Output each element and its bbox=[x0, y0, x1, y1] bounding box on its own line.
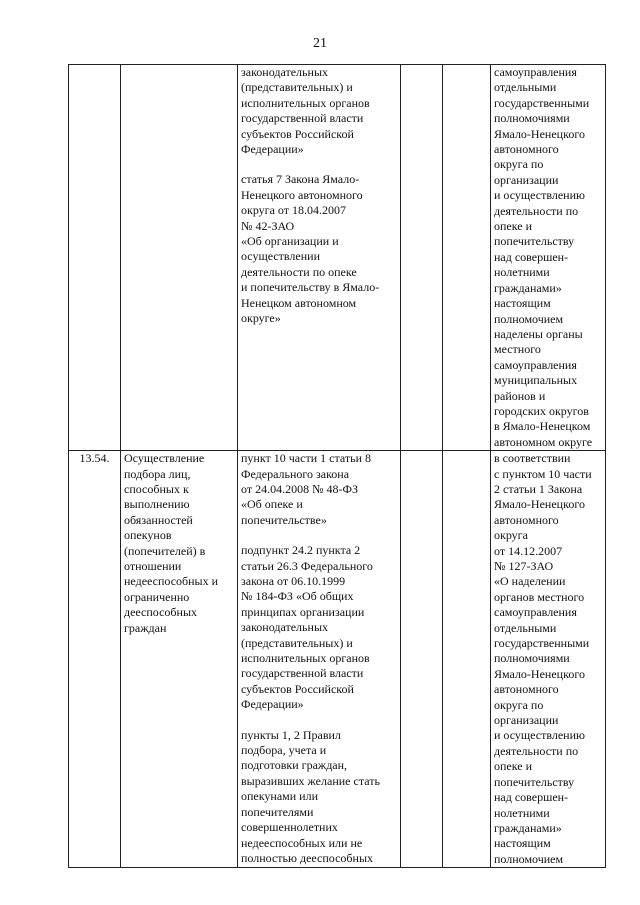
legal-basis-paragraph: подпункт 24.2 пункта 2 статьи 26.3 Федерального закона от 06.10.1999 № 184-ФЗ «Об общих принципах организации законодательных (представительных) и исполнительных органов государственной власти субъектов Российской Федерации» bbox=[241, 543, 373, 712]
empty-cell bbox=[443, 451, 491, 868]
legal-basis-paragraph: пункты 1, 2 Правил подбора, учета и подготовки граждан, выразивших желание стать опекунами или попечителями совершеннолетних недееспособных или не полностью дееспособных bbox=[241, 727, 380, 865]
empty-cell bbox=[401, 65, 443, 451]
row-number: 13.54. bbox=[79, 451, 110, 466]
legal-basis-paragraph: статья 7 Закона Ямало- Ненецкого автономного округа от 18.04.2007 № 42-ЗАО «Об организации и осуществлении деятельности по опеке и попечительству в Ямало- Ненецком автономном округе» bbox=[241, 172, 380, 326]
powers-table bbox=[68, 64, 606, 868]
row-number-cell bbox=[69, 451, 121, 868]
legal-basis-paragraph: пункт 10 части 1 статьи 8 Федерального закона от 24.04.2008 № 48-ФЗ «Об опеке и попечительстве» bbox=[241, 451, 371, 527]
table-row bbox=[69, 451, 606, 868]
power-source-cell bbox=[491, 451, 606, 868]
power-name-cell bbox=[121, 65, 238, 451]
page-number: 21 bbox=[313, 36, 327, 51]
power-name-cell bbox=[121, 451, 238, 868]
power-source: самоуправления отдельными государственными полномочиями Ямало-Ненецкого автономного округа по организации и осуществлению деятельности по опеке и попечительству над совершен- нолетними гражданами» настоящим полномочием наделены органы местного самоуправления муниципальных районов и городских округов в Ямало-Ненецком автономном округе bbox=[494, 65, 593, 449]
power-source-cell bbox=[491, 65, 606, 451]
legal-basis-cell bbox=[238, 451, 401, 868]
row-number-cell bbox=[69, 65, 121, 451]
power-source: в соответствии с пунктом 10 части 2 статьи 1 Закона Ямало-Ненецкого автономного округа от 14.12.2007 № 127-ЗАО «О наделении органов местного самоуправления отдельными государственными полномочиями Ямало-Ненецкого автономного округа по организации и осуществлению деятельности по опеке и попечительству над совершен- нолетними гражданами» настоящим полномочием bbox=[494, 451, 592, 866]
legal-basis-paragraph: законодательных (представительных) и исполнительных органов государственной власти субъектов Российской Федерации» bbox=[241, 65, 370, 157]
table-row bbox=[69, 65, 606, 451]
legal-basis-cell bbox=[238, 65, 401, 451]
empty-cell bbox=[401, 451, 443, 868]
empty-cell bbox=[443, 65, 491, 451]
power-name: Осуществление подбора лиц, способных к выполнению обязанностей опекунов (попечителей) в отношении недееспособных и ограниченно дееспособных граждан bbox=[124, 451, 219, 635]
